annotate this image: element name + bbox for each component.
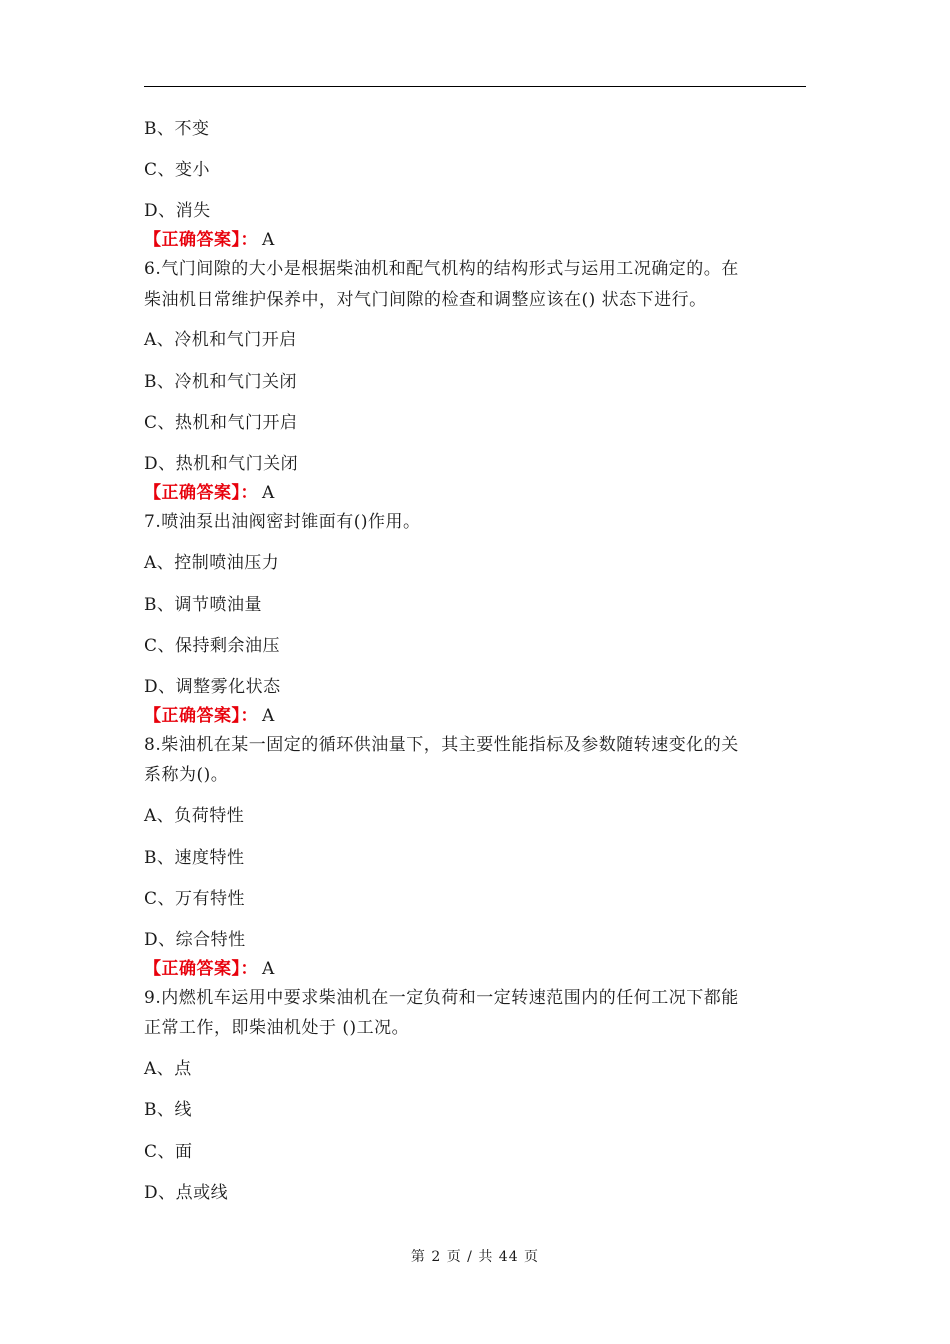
option-d: D、消失: [144, 201, 211, 221]
question-stem: 6.气门间隙的大小是根据柴油机和配气机构的结构形式与运用工况确定的。在: [144, 259, 739, 279]
option-b: B、速度特性: [144, 848, 245, 868]
question-stem: 系称为()。: [144, 765, 229, 785]
answer-value: A: [262, 959, 275, 979]
answer-row: [144, 230, 275, 250]
answer-value: A: [262, 706, 275, 726]
option-c: C、万有特性: [144, 889, 246, 909]
option-a: A、负荷特性: [144, 806, 245, 826]
header-rule: [144, 86, 806, 87]
answer-label: 【正确答案】：: [144, 230, 258, 250]
question-stem: 7.喷油泵出油阀密封锥面有()作用。: [144, 512, 421, 532]
answer-row: [144, 959, 275, 979]
option-c: C、变小: [144, 160, 211, 180]
option-d: D、点或线: [144, 1183, 229, 1203]
option-b: B、冷机和气门关闭: [144, 372, 297, 392]
question-stem: 柴油机日常维护保养中，对气门间隙的检查和调整应该在() 状态下进行。: [144, 290, 707, 310]
question-stem: 9.内燃机车运用中要求柴油机在一定负荷和一定转速范围内的任何工况下都能: [144, 988, 739, 1008]
option-b: B、不变: [144, 119, 210, 139]
question-stem: 8.柴油机在某一固定的循环供油量下，其主要性能指标及参数随转速变化的关: [144, 735, 739, 755]
option-c: C、保持剩余油压: [144, 636, 281, 656]
answer-row: [144, 706, 275, 726]
question-stem: 正常工作，即柴油机处于 ()工况。: [144, 1018, 410, 1038]
page-footer: 第 2 页 / 共 44 页: [410, 1249, 540, 1265]
option-c: C、面: [144, 1142, 193, 1162]
answer-value: A: [262, 483, 275, 503]
answer-label: 【正确答案】：: [144, 959, 258, 979]
option-a: A、控制喷油压力: [144, 553, 280, 573]
option-b: B、调节喷油量: [144, 595, 262, 615]
option-d: D、调整雾化状态: [144, 677, 281, 697]
option-a: A、冷机和气门开启: [144, 330, 297, 350]
option-c: C、热机和气门开启: [144, 413, 298, 433]
answer-row: [144, 483, 275, 503]
option-a: A、点: [144, 1059, 192, 1079]
option-d: D、综合特性: [144, 930, 246, 950]
answer-label: 【正确答案】：: [144, 706, 258, 726]
answer-label: 【正确答案】：: [144, 483, 258, 503]
option-b: B、线: [144, 1100, 192, 1120]
answer-value: A: [262, 230, 275, 250]
option-d: D、热机和气门关闭: [144, 454, 299, 474]
